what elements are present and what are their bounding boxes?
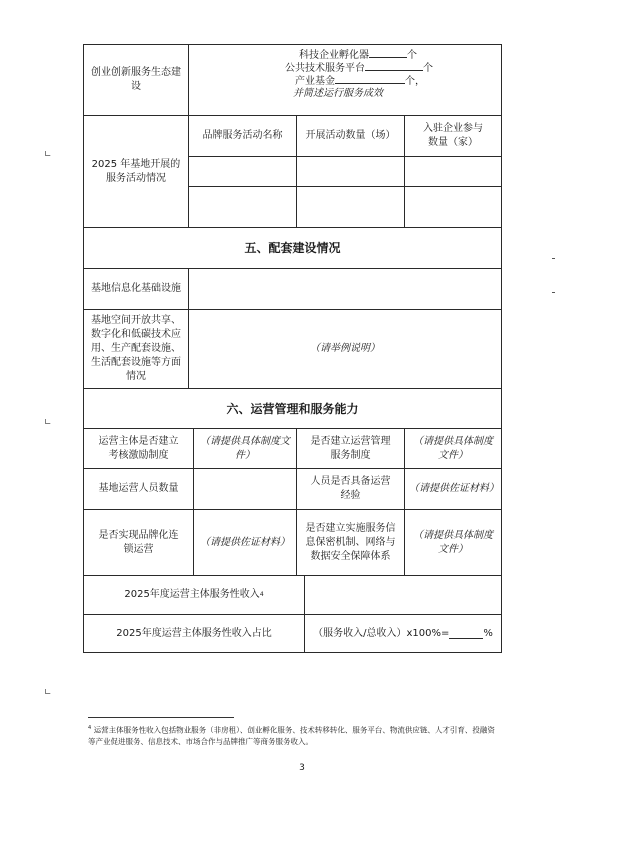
enterprise-count-cell-1[interactable] <box>405 157 501 186</box>
ratio-formula: （服务收入/总收入）x100%= <box>313 627 450 639</box>
footnote-divider <box>88 717 234 718</box>
col-enterprise-count: 入驻企业参与数量（家） <box>423 123 483 148</box>
space-note: （请举例说明） <box>310 343 380 354</box>
scan-mark-icon: ∟ <box>44 688 52 698</box>
incubator-count-field[interactable] <box>369 48 407 58</box>
section5-title: 五、配套建设情况 <box>244 241 341 255</box>
activity-count-cell-2[interactable] <box>297 187 404 227</box>
infra-label: 基地信息化基础设施 <box>91 283 181 294</box>
space-label: 基地空间开放共享、数字化和低碳技术应用、生产配套设施、生活配套设施等方面情况 <box>91 315 181 382</box>
staff-count-label: 基地运营人员数量 <box>98 483 179 494</box>
assessment-incentive-label: 运营主体是否建立考核激励制度 <box>98 435 179 461</box>
activity-name-cell-1[interactable] <box>189 157 296 186</box>
ratio-label: 2025年度运营主体服务性收入占比 <box>116 627 272 639</box>
staff-experience-note: （请提供佐证材料） <box>409 483 499 494</box>
footnote-text: 运营主体服务性收入包括物业服务（非房租）、创业孵化服务、技术转移转化、服务平台、物流供应链、人才引育、投融资等产业促进服务、信息技术、市场合作与品牌推广等商务服务收入。 <box>88 725 495 746</box>
scan-dot-icon <box>552 292 555 293</box>
unit-label: 个， <box>405 76 425 87</box>
staff-experience-label: 人员是否具备运营经验 <box>310 476 391 501</box>
activity-name-cell-2[interactable] <box>189 187 296 227</box>
ratio-value-field[interactable] <box>449 629 483 639</box>
scan-mark-icon: ∟ <box>44 418 52 428</box>
fund-label: 产业基金 <box>295 76 335 87</box>
management-system-note: （请提供具体制度文件） <box>413 435 493 461</box>
management-system-label: 是否建立运营管理服务制度 <box>310 435 391 461</box>
ecosystem-label: 创业创新服务生态建设 <box>91 67 181 92</box>
section6-title: 六、运营管理和服务能力 <box>226 401 359 416</box>
activity-count-cell-1[interactable] <box>297 157 404 186</box>
income-label-text: 2025年度运营主体服务性收入 <box>124 589 260 600</box>
footnote-mark: 4 <box>88 725 92 731</box>
assessment-incentive-note: （请提供具体制度文件） <box>200 435 290 461</box>
staff-count-value-cell[interactable] <box>194 469 296 509</box>
income-footnote-ref: 4 <box>259 591 264 598</box>
col-activity-name: 品牌服务活动名称 <box>202 130 283 141</box>
incubator-label: 科技企业孵化器 <box>299 50 369 61</box>
footnote <box>88 723 498 747</box>
security-system-note: （请提供具体制度文件） <box>413 529 493 555</box>
ratio-unit: % <box>483 627 493 639</box>
ratio-formula-cell <box>305 615 501 652</box>
unit-label: 个 <box>407 50 417 61</box>
scan-mark-icon: ∟ <box>44 150 52 160</box>
ecosystem-note: 并简述运行服务成效 <box>293 88 383 99</box>
platform-label: 公共技术服务平台 <box>285 63 365 74</box>
ecosystem-fields <box>189 48 501 112</box>
col-activity-count: 开展活动数量（场） <box>305 130 396 141</box>
infra-value-cell[interactable] <box>189 269 501 309</box>
page-number: 3 <box>299 763 305 773</box>
scan-dot-icon <box>552 258 555 259</box>
activities-label: 2025 年基地开展的服务活动情况 <box>91 158 181 184</box>
platform-count-field[interactable] <box>365 61 423 71</box>
brand-chain-label: 是否实现品牌化连锁运营 <box>98 529 179 555</box>
income-value-cell[interactable] <box>305 576 501 614</box>
enterprise-count-cell-2[interactable] <box>405 187 501 227</box>
fund-count-field[interactable] <box>335 74 405 84</box>
security-system-label: 是否建立实施服务信息保密机制、网络与数据安全保障体系 <box>305 522 396 562</box>
unit-label: 个 <box>423 63 433 74</box>
income-label <box>84 576 304 614</box>
brand-chain-note: （请提供佐证材料） <box>200 536 290 548</box>
